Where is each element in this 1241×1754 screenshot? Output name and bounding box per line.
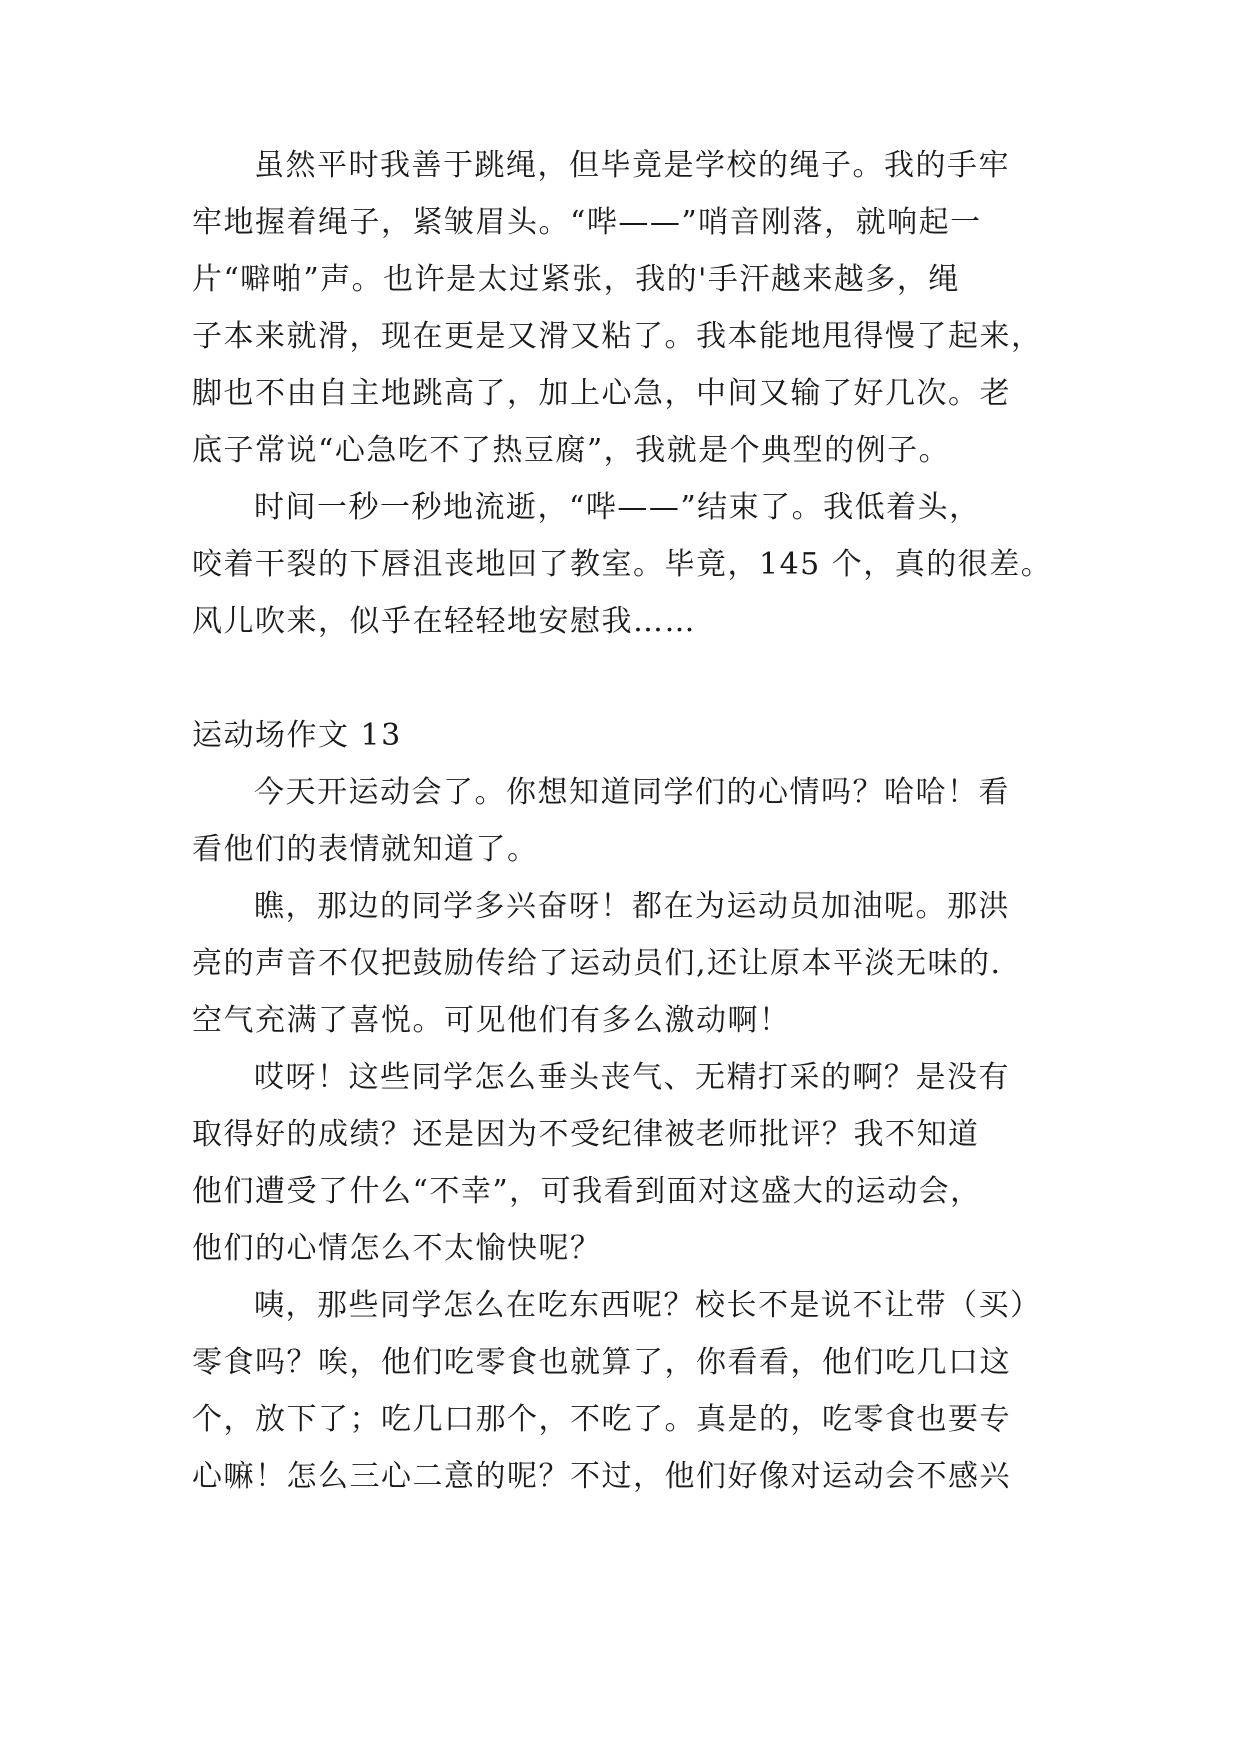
paragraph-4-line-2: 亮的声音不仅把鼓励传给了运动员们,还让原本平淡无味的. <box>192 946 1002 981</box>
paragraph-3-line-1: 今天开运动会了。你想知道同学们的心情吗？哈哈！看 <box>254 775 1010 810</box>
paragraph-2-line-2: 咬着干裂的下唇沮丧地回了教室。毕竟，145 个，真的很差。 <box>192 547 1053 582</box>
paragraph-4-line-3: 空气充满了喜悦。可见他们有多么激动啊！ <box>192 1003 791 1038</box>
paragraph-6-line-4: 心嘛！怎么三心二意的呢？不过，他们好像对运动会不感兴 <box>192 1459 1011 1494</box>
paragraph-4-line-1: 瞧，那边的同学多兴奋呀！都在为运动员加油呢。那洪 <box>254 889 1010 924</box>
paragraph-1-line-5: 脚也不由自主地跳高了，加上心急，中间又输了好几次。老 <box>192 376 1011 411</box>
paragraph-2-line-1: 时间一秒一秒地流逝，“哔——”结束了。我低着头， <box>254 490 981 525</box>
section-heading: 运动场作文 13 <box>192 718 402 753</box>
paragraph-2-line-3: 风儿吹来，似乎在轻轻地安慰我…… <box>192 604 696 639</box>
paragraph-3-line-2: 看他们的表情就知道了。 <box>192 832 539 867</box>
paragraph-1-line-3: 片“噼啪”声。也许是太过紧张，我的'手汗越来越多，绳 <box>192 262 960 297</box>
paragraph-6-line-3: 个，放下了；吃几口那个，不吃了。真是的，吃零食也要专 <box>192 1402 1011 1437</box>
paragraph-1-line-6: 底子常说“心急吃不了热豆腐”，我就是个典型的例子。 <box>192 433 951 468</box>
paragraph-6-line-1: 咦，那些同学怎么在吃东西呢？校长不是说不让带（买） <box>254 1288 1042 1323</box>
paragraph-1-line-4: 子本来就滑，现在更是又滑又粘了。我本能地甩得慢了起来， <box>192 319 1043 354</box>
paragraph-5-line-3: 他们遭受了什么“不幸”，可我看到面对这盛大的运动会， <box>192 1174 982 1209</box>
paragraph-1-line-1: 虽然平时我善于跳绳，但毕竟是学校的绳子。我的手牢 <box>254 148 1010 183</box>
paragraph-5-line-1: 哎呀！这些同学怎么垂头丧气、无精打采的啊？是没有 <box>254 1060 1010 1095</box>
paragraph-5-line-2: 取得好的成绩？还是因为不受纪律被老师批评？我不知道 <box>192 1117 980 1152</box>
paragraph-5-line-4: 他们的心情怎么不太愉快呢？ <box>192 1231 602 1266</box>
paragraph-6-line-2: 零食吗？唉，他们吃零食也就算了，你看看，他们吃几口这 <box>192 1345 1011 1380</box>
paragraph-1-line-2: 牢地握着绳子，紧皱眉头。“哔——”哨音刚落，就响起一 <box>192 205 982 240</box>
